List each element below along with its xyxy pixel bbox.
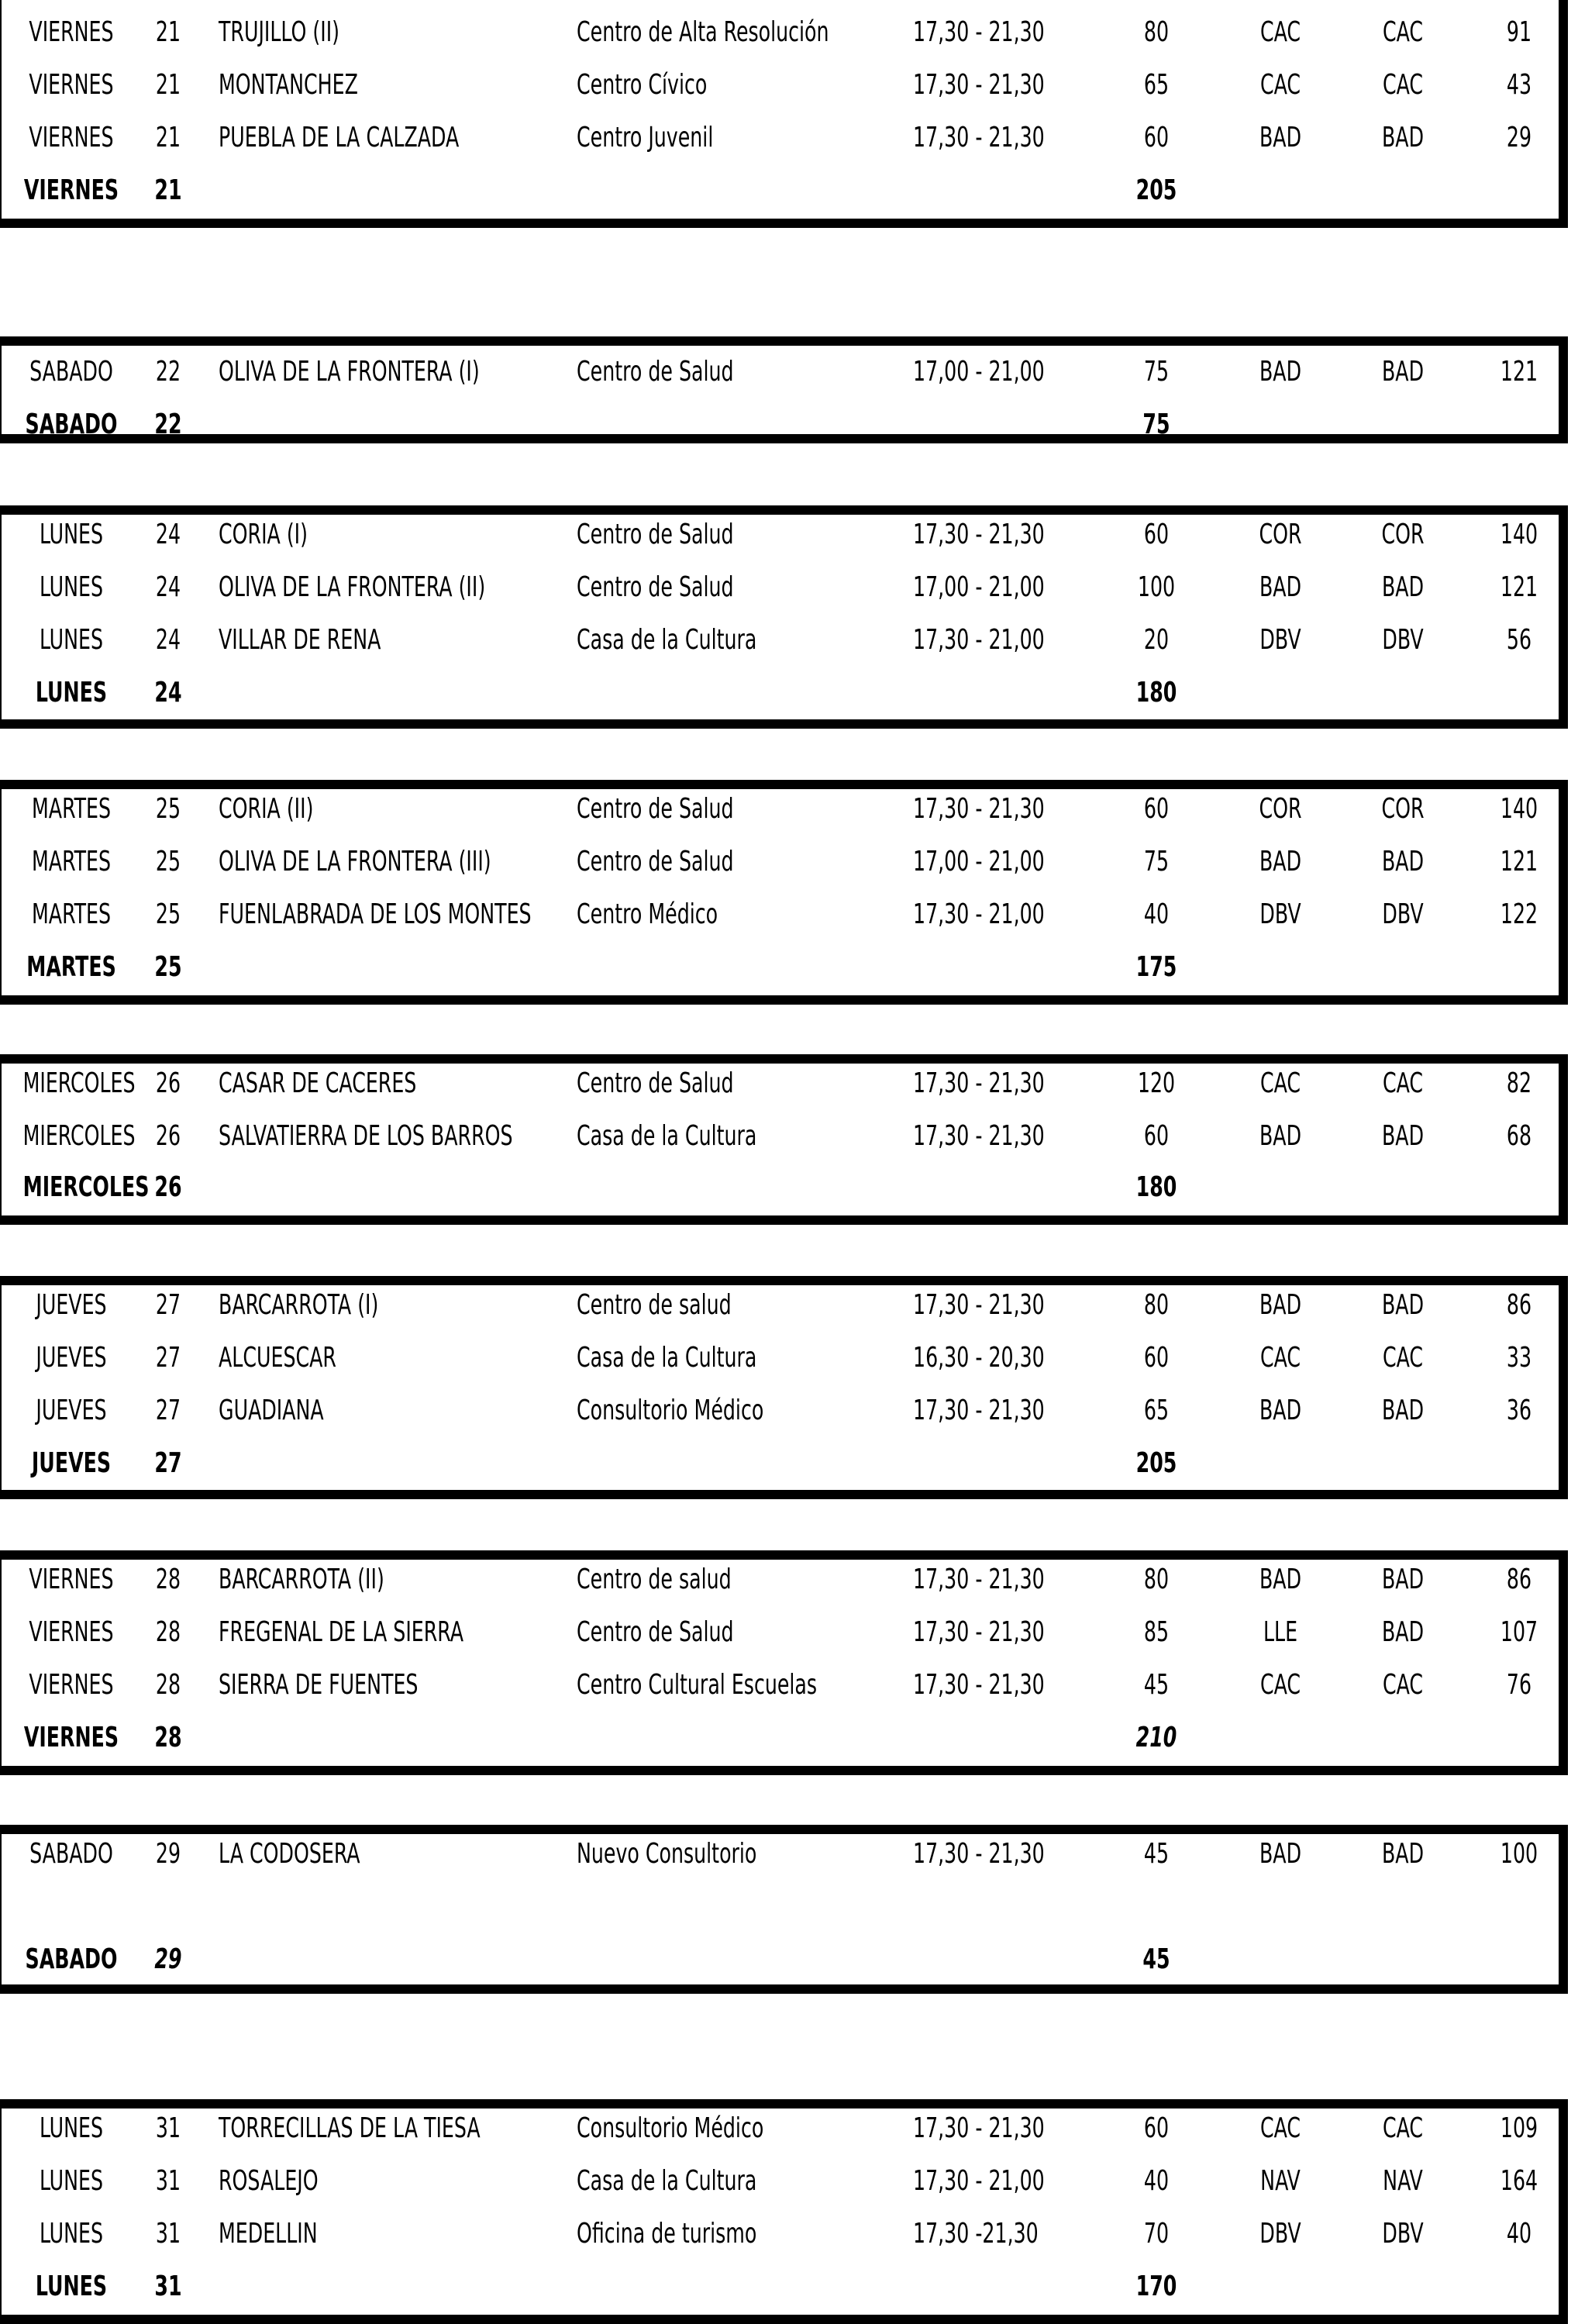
count-cell: 29 bbox=[1506, 122, 1532, 153]
count-cell: 121 bbox=[1500, 846, 1538, 878]
weekday-cell: MIERCOLES bbox=[22, 1067, 136, 1099]
zone-code-cell: BAD bbox=[1381, 1564, 1425, 1595]
count-cell: 86 bbox=[1506, 1289, 1532, 1321]
venue-cell: Centro de Salud bbox=[577, 519, 734, 550]
weekday-cell: JUEVES bbox=[36, 1395, 107, 1426]
area-code-cell: BAD bbox=[1259, 1395, 1302, 1426]
capacity-cell: 45 bbox=[1143, 1669, 1170, 1701]
table-row bbox=[2, 1057, 1559, 1110]
venue-cell: Centro Juvenil bbox=[577, 122, 714, 153]
town-cell: PUEBLA DE LA CALZADA bbox=[219, 122, 460, 153]
total-row bbox=[2, 1933, 1559, 1986]
capacity-cell: 60 bbox=[1143, 519, 1170, 550]
area-code-cell: BAD bbox=[1259, 356, 1302, 388]
venue-cell: Centro de Alta Resolución bbox=[577, 16, 829, 48]
table-row bbox=[2, 1279, 1559, 1332]
total-capacity-cell: 205 bbox=[1135, 174, 1177, 206]
table-row bbox=[2, 1606, 1559, 1659]
date-cell: 24 bbox=[155, 519, 181, 550]
count-cell: 121 bbox=[1500, 356, 1538, 388]
total-date-cell: 29 bbox=[154, 1943, 182, 1975]
table-row bbox=[2, 6, 1559, 59]
day-group bbox=[0, 2099, 1568, 2324]
area-code-cell: COR bbox=[1259, 793, 1302, 825]
hours-cell: 17,30 - 21,30 bbox=[913, 519, 1045, 550]
count-cell: 91 bbox=[1506, 16, 1532, 48]
hours-cell: 17,30 - 21,30 bbox=[913, 1067, 1045, 1099]
table-row bbox=[2, 1110, 1559, 1163]
capacity-cell: 75 bbox=[1143, 846, 1170, 878]
capacity-cell: 100 bbox=[1137, 571, 1176, 603]
table-row bbox=[2, 1828, 1559, 1881]
venue-cell: Consultorio Médico bbox=[577, 1395, 764, 1426]
table-row bbox=[2, 509, 1559, 561]
venue-cell: Nuevo Consultorio bbox=[577, 1838, 757, 1870]
table-row bbox=[2, 836, 1559, 888]
zone-code-cell: COR bbox=[1381, 519, 1425, 550]
date-cell: 25 bbox=[155, 793, 181, 825]
total-row bbox=[2, 398, 1559, 451]
total-weekday-cell: LUNES bbox=[35, 2271, 108, 2302]
date-cell: 29 bbox=[155, 1838, 181, 1870]
hours-cell: 17,30 - 21,00 bbox=[913, 2165, 1045, 2197]
count-cell: 82 bbox=[1506, 1067, 1532, 1099]
capacity-cell: 85 bbox=[1143, 1616, 1170, 1648]
capacity-cell: 60 bbox=[1143, 793, 1170, 825]
zone-code-cell: NAV bbox=[1383, 2165, 1423, 2197]
count-cell: 107 bbox=[1500, 1616, 1538, 1648]
table-row bbox=[2, 888, 1559, 941]
town-cell: ALCUESCAR bbox=[219, 1342, 336, 1374]
capacity-cell: 120 bbox=[1137, 1067, 1176, 1099]
capacity-cell: 80 bbox=[1143, 1564, 1170, 1595]
total-row bbox=[2, 1437, 1559, 1490]
table-row bbox=[2, 59, 1559, 112]
date-cell: 24 bbox=[155, 624, 181, 656]
total-date-cell: 27 bbox=[154, 1447, 182, 1479]
total-capacity-cell: 180 bbox=[1135, 677, 1177, 709]
zone-code-cell: BAD bbox=[1381, 122, 1425, 153]
zone-code-cell: BAD bbox=[1381, 1838, 1425, 1870]
venue-cell: Centro de salud bbox=[577, 1289, 732, 1321]
venue-cell: Centro Médico bbox=[577, 898, 718, 930]
date-cell: 28 bbox=[155, 1616, 181, 1648]
date-cell: 27 bbox=[155, 1342, 181, 1374]
capacity-cell: 20 bbox=[1143, 624, 1170, 656]
table-row bbox=[2, 1659, 1559, 1712]
town-cell: CORIA (I) bbox=[219, 519, 308, 550]
weekday-cell: VIERNES bbox=[29, 122, 114, 153]
area-code-cell: BAD bbox=[1259, 1838, 1302, 1870]
total-date-cell: 24 bbox=[154, 677, 182, 709]
day-group bbox=[0, 0, 1568, 228]
total-capacity-cell: 75 bbox=[1142, 409, 1170, 440]
area-code-cell: DBV bbox=[1259, 2218, 1301, 2250]
venue-cell: Centro de Salud bbox=[577, 1616, 734, 1648]
town-cell: VILLAR DE RENA bbox=[219, 624, 381, 656]
weekday-cell: SABADO bbox=[29, 1838, 113, 1870]
area-code-cell: NAV bbox=[1260, 2165, 1301, 2197]
date-cell: 28 bbox=[155, 1564, 181, 1595]
area-code-cell: DBV bbox=[1259, 624, 1301, 656]
count-cell: 109 bbox=[1500, 2112, 1538, 2144]
total-row bbox=[2, 164, 1559, 217]
weekday-cell: VIERNES bbox=[29, 1616, 114, 1648]
area-code-cell: CAC bbox=[1259, 2112, 1301, 2144]
day-group bbox=[0, 1825, 1568, 1994]
weekday-cell: MARTES bbox=[31, 898, 112, 930]
town-cell: CORIA (II) bbox=[219, 793, 314, 825]
zone-code-cell: BAD bbox=[1381, 1289, 1425, 1321]
venue-cell: Casa de la Cultura bbox=[577, 2165, 757, 2197]
hours-cell: 17,30 - 21,30 bbox=[913, 16, 1045, 48]
date-cell: 25 bbox=[155, 846, 181, 878]
zone-code-cell: DBV bbox=[1382, 898, 1424, 930]
date-cell: 21 bbox=[155, 16, 181, 48]
hours-cell: 16,30 - 20,30 bbox=[913, 1342, 1045, 1374]
zone-code-cell: CAC bbox=[1382, 1669, 1424, 1701]
weekday-cell: MARTES bbox=[31, 793, 112, 825]
area-code-cell: BAD bbox=[1259, 1564, 1302, 1595]
capacity-cell: 75 bbox=[1143, 356, 1170, 388]
capacity-cell: 60 bbox=[1143, 1120, 1170, 1152]
count-cell: 164 bbox=[1500, 2165, 1538, 2197]
total-date-cell: 22 bbox=[154, 409, 182, 440]
day-group bbox=[0, 1054, 1568, 1225]
zone-code-cell: BAD bbox=[1381, 1395, 1425, 1426]
town-cell: ROSALEJO bbox=[219, 2165, 319, 2197]
table-row bbox=[2, 783, 1559, 836]
zone-code-cell: BAD bbox=[1381, 1616, 1425, 1648]
hours-cell: 17,30 - 21,30 bbox=[913, 1838, 1045, 1870]
town-cell: OLIVA DE LA FRONTERA (II) bbox=[219, 571, 486, 603]
venue-cell: Centro Cultural Escuelas bbox=[577, 1669, 818, 1701]
venue-cell: Centro Cívico bbox=[577, 69, 708, 101]
total-row bbox=[2, 667, 1559, 719]
date-cell: 31 bbox=[155, 2112, 181, 2144]
venue-cell: Centro de Salud bbox=[577, 793, 734, 825]
venue-cell: Centro de Salud bbox=[577, 356, 734, 388]
table-row bbox=[2, 112, 1559, 164]
count-cell: 40 bbox=[1506, 2218, 1532, 2250]
date-cell: 27 bbox=[155, 1395, 181, 1426]
hours-cell: 17,30 - 21,00 bbox=[913, 624, 1045, 656]
total-weekday-cell: LUNES bbox=[35, 677, 108, 709]
town-cell: FUENLABRADA DE LOS MONTES bbox=[219, 898, 532, 930]
zone-code-cell: BAD bbox=[1381, 571, 1425, 603]
town-cell: SIERRA DE FUENTES bbox=[219, 1669, 419, 1701]
total-row bbox=[2, 2260, 1559, 2313]
zone-code-cell: BAD bbox=[1381, 846, 1425, 878]
table-row bbox=[2, 1384, 1559, 1437]
zone-code-cell: CAC bbox=[1382, 69, 1424, 101]
venue-cell: Oficina de turismo bbox=[577, 2218, 757, 2250]
total-row bbox=[2, 1161, 1559, 1214]
venue-cell: Casa de la Cultura bbox=[577, 624, 757, 656]
table-row bbox=[2, 1553, 1559, 1606]
count-cell: 140 bbox=[1500, 793, 1538, 825]
weekday-cell: VIERNES bbox=[29, 1564, 114, 1595]
town-cell: LA CODOSERA bbox=[219, 1838, 360, 1870]
venue-cell: Casa de la Cultura bbox=[577, 1120, 757, 1152]
town-cell: SALVATIERRA DE LOS BARROS bbox=[219, 1120, 513, 1152]
count-cell: 121 bbox=[1500, 571, 1538, 603]
total-date-cell: 28 bbox=[154, 1722, 182, 1753]
town-cell: OLIVA DE LA FRONTERA (I) bbox=[219, 356, 480, 388]
capacity-cell: 60 bbox=[1143, 1342, 1170, 1374]
hours-cell: 17,30 - 21,00 bbox=[913, 898, 1045, 930]
town-cell: GUADIANA bbox=[219, 1395, 324, 1426]
zone-code-cell: CAC bbox=[1382, 16, 1424, 48]
weekday-cell: VIERNES bbox=[29, 69, 114, 101]
town-cell: MEDELLIN bbox=[219, 2218, 318, 2250]
weekday-cell: LUNES bbox=[39, 2165, 104, 2197]
area-code-cell: CAC bbox=[1259, 16, 1301, 48]
count-cell: 56 bbox=[1506, 624, 1532, 656]
area-code-cell: LLE bbox=[1263, 1616, 1298, 1648]
total-capacity-cell: 205 bbox=[1135, 1447, 1177, 1479]
weekday-cell: VIERNES bbox=[29, 16, 114, 48]
hours-cell: 17,30 - 21,30 bbox=[913, 1395, 1045, 1426]
capacity-cell: 40 bbox=[1143, 2165, 1170, 2197]
area-code-cell: BAD bbox=[1259, 1289, 1302, 1321]
table-row bbox=[2, 614, 1559, 667]
table-row bbox=[2, 346, 1559, 398]
capacity-cell: 60 bbox=[1143, 122, 1170, 153]
area-code-cell: CAC bbox=[1259, 1342, 1301, 1374]
count-cell: 68 bbox=[1506, 1120, 1532, 1152]
capacity-cell: 40 bbox=[1143, 898, 1170, 930]
weekday-cell: SABADO bbox=[29, 356, 113, 388]
total-date-cell: 31 bbox=[154, 2271, 182, 2302]
total-capacity-cell: 45 bbox=[1142, 1943, 1170, 1975]
count-cell: 33 bbox=[1506, 1342, 1532, 1374]
capacity-cell: 70 bbox=[1143, 2218, 1170, 2250]
area-code-cell: BAD bbox=[1259, 1120, 1302, 1152]
day-group bbox=[0, 1276, 1568, 1499]
count-cell: 140 bbox=[1500, 519, 1538, 550]
capacity-cell: 80 bbox=[1143, 1289, 1170, 1321]
town-cell: TRUJILLO (II) bbox=[219, 16, 340, 48]
day-group bbox=[0, 336, 1568, 443]
weekday-cell: VIERNES bbox=[29, 1669, 114, 1701]
weekday-cell: JUEVES bbox=[36, 1289, 107, 1321]
venue-cell: Centro de salud bbox=[577, 1564, 732, 1595]
total-weekday-cell: SABADO bbox=[25, 1943, 118, 1975]
hours-cell: 17,30 - 21,30 bbox=[913, 1120, 1045, 1152]
table-row bbox=[2, 2155, 1559, 2208]
hours-cell: 17,30 - 21,30 bbox=[913, 1616, 1045, 1648]
count-cell: 76 bbox=[1506, 1669, 1532, 1701]
total-date-cell: 21 bbox=[154, 174, 182, 206]
capacity-cell: 60 bbox=[1143, 2112, 1170, 2144]
zone-code-cell: DBV bbox=[1382, 2218, 1424, 2250]
area-code-cell: CAC bbox=[1259, 69, 1301, 101]
town-cell: OLIVA DE LA FRONTERA (III) bbox=[219, 846, 491, 878]
total-weekday-cell: VIERNES bbox=[23, 1722, 119, 1753]
venue-cell: Consultorio Médico bbox=[577, 2112, 764, 2144]
total-weekday-cell: VIERNES bbox=[23, 174, 119, 206]
zone-code-cell: CAC bbox=[1382, 1067, 1424, 1099]
total-capacity-cell: 180 bbox=[1135, 1171, 1177, 1203]
table-row bbox=[2, 561, 1559, 614]
date-cell: 31 bbox=[155, 2218, 181, 2250]
town-cell: FREGENAL DE LA SIERRA bbox=[219, 1616, 463, 1648]
venue-cell: Centro de Salud bbox=[577, 1067, 734, 1099]
total-row bbox=[2, 1712, 1559, 1764]
total-date-cell: 26 bbox=[154, 1171, 182, 1203]
date-cell: 21 bbox=[155, 122, 181, 153]
zone-code-cell: CAC bbox=[1382, 1342, 1424, 1374]
hours-cell: 17,30 - 21,30 bbox=[913, 1289, 1045, 1321]
date-cell: 26 bbox=[155, 1067, 181, 1099]
weekday-cell: JUEVES bbox=[36, 1342, 107, 1374]
hours-cell: 17,30 - 21,30 bbox=[913, 1669, 1045, 1701]
hours-cell: 17,00 - 21,00 bbox=[913, 846, 1045, 878]
day-group bbox=[0, 780, 1568, 1005]
hours-cell: 17,00 - 21,00 bbox=[913, 356, 1045, 388]
date-cell: 21 bbox=[155, 69, 181, 101]
area-code-cell: BAD bbox=[1259, 846, 1302, 878]
weekday-cell: LUNES bbox=[39, 2218, 104, 2250]
count-cell: 43 bbox=[1506, 69, 1532, 101]
total-capacity-cell: 210 bbox=[1135, 1722, 1177, 1753]
town-cell: BARCARROTA (I) bbox=[219, 1289, 379, 1321]
capacity-cell: 65 bbox=[1143, 1395, 1170, 1426]
table-row bbox=[2, 1332, 1559, 1384]
weekday-cell: LUNES bbox=[39, 624, 104, 656]
total-weekday-cell: JUEVES bbox=[31, 1447, 112, 1479]
date-cell: 22 bbox=[155, 356, 181, 388]
hours-cell: 17,00 - 21,00 bbox=[913, 571, 1045, 603]
venue-cell: Casa de la Cultura bbox=[577, 1342, 757, 1374]
town-cell: TORRECILLAS DE LA TIESA bbox=[219, 2112, 481, 2144]
zone-code-cell: BAD bbox=[1381, 356, 1425, 388]
zone-code-cell: COR bbox=[1381, 793, 1425, 825]
date-cell: 28 bbox=[155, 1669, 181, 1701]
total-date-cell: 25 bbox=[154, 951, 182, 983]
hours-cell: 17,30 - 21,30 bbox=[913, 793, 1045, 825]
capacity-cell: 80 bbox=[1143, 16, 1170, 48]
count-cell: 100 bbox=[1500, 1838, 1538, 1870]
town-cell: BARCARROTA (II) bbox=[219, 1564, 384, 1595]
town-cell: CASAR DE CACERES bbox=[219, 1067, 417, 1099]
date-cell: 26 bbox=[155, 1120, 181, 1152]
count-cell: 36 bbox=[1506, 1395, 1532, 1426]
weekday-cell: LUNES bbox=[39, 519, 104, 550]
area-code-cell: CAC bbox=[1259, 1669, 1301, 1701]
total-weekday-cell: SABADO bbox=[25, 409, 118, 440]
table-row bbox=[2, 2208, 1559, 2260]
area-code-cell: BAD bbox=[1259, 571, 1302, 603]
weekday-cell: MARTES bbox=[31, 846, 112, 878]
hours-cell: 17,30 - 21,30 bbox=[913, 2112, 1045, 2144]
hours-cell: 17,30 - 21,30 bbox=[913, 122, 1045, 153]
total-capacity-cell: 170 bbox=[1135, 2271, 1177, 2302]
venue-cell: Centro de Salud bbox=[577, 846, 734, 878]
hours-cell: 17,30 -21,30 bbox=[913, 2218, 1039, 2250]
weekday-cell: LUNES bbox=[39, 2112, 104, 2144]
zone-code-cell: DBV bbox=[1382, 624, 1424, 656]
capacity-cell: 45 bbox=[1143, 1838, 1170, 1870]
weekday-cell: MIERCOLES bbox=[22, 1120, 136, 1152]
date-cell: 25 bbox=[155, 898, 181, 930]
date-cell: 24 bbox=[155, 571, 181, 603]
count-cell: 86 bbox=[1506, 1564, 1532, 1595]
day-group bbox=[0, 1550, 1568, 1775]
total-weekday-cell: MARTES bbox=[26, 951, 116, 983]
weekday-cell: LUNES bbox=[39, 571, 104, 603]
date-cell: 27 bbox=[155, 1289, 181, 1321]
area-code-cell: COR bbox=[1259, 519, 1302, 550]
count-cell: 122 bbox=[1500, 898, 1538, 930]
area-code-cell: CAC bbox=[1259, 1067, 1301, 1099]
area-code-cell: BAD bbox=[1259, 122, 1302, 153]
total-capacity-cell: 175 bbox=[1135, 951, 1177, 983]
town-cell: MONTANCHEZ bbox=[219, 69, 358, 101]
total-weekday-cell: MIERCOLES bbox=[22, 1171, 150, 1203]
table-row bbox=[2, 2102, 1559, 2155]
day-group bbox=[0, 505, 1568, 729]
capacity-cell: 65 bbox=[1143, 69, 1170, 101]
zone-code-cell: BAD bbox=[1381, 1120, 1425, 1152]
area-code-cell: DBV bbox=[1259, 898, 1301, 930]
venue-cell: Centro de Salud bbox=[577, 571, 734, 603]
date-cell: 31 bbox=[155, 2165, 181, 2197]
hours-cell: 17,30 - 21,30 bbox=[913, 1564, 1045, 1595]
zone-code-cell: CAC bbox=[1382, 2112, 1424, 2144]
total-row bbox=[2, 941, 1559, 994]
hours-cell: 17,30 - 21,30 bbox=[913, 69, 1045, 101]
